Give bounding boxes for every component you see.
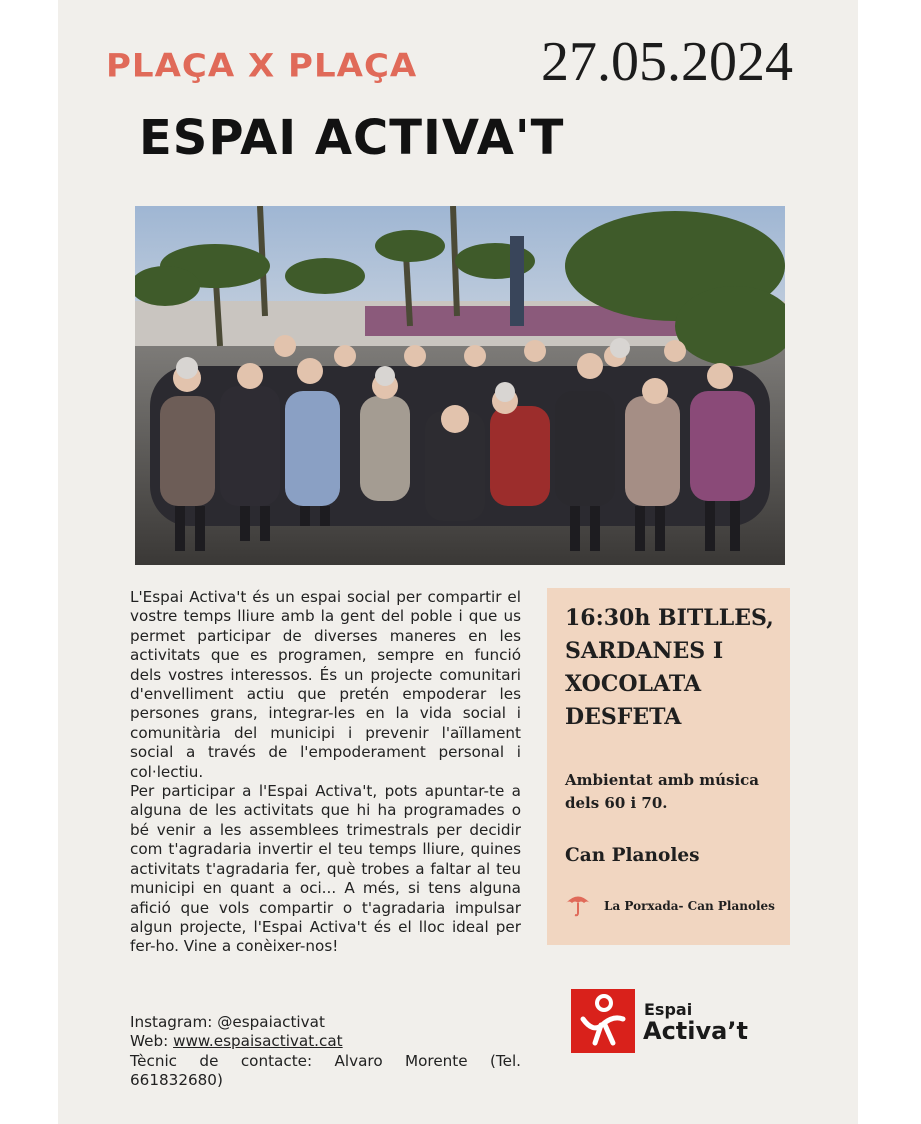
logo-mark: [571, 989, 635, 1053]
event-date: 27.05.2024: [541, 31, 793, 93]
event-title: 16:30h BITLLES, SARDANES I XOCOLATA DESFETA: [565, 605, 774, 730]
event-place: Can Planoles: [565, 845, 700, 866]
kicker-heading: PLAÇA X PLAÇA: [106, 47, 418, 85]
description-text: [130, 588, 521, 957]
event-sub-place: La Porxada- Can Planoles: [604, 899, 775, 913]
website-link[interactable]: www.espaisactivat.cat: [173, 1032, 343, 1051]
espai-activat-logo: [571, 989, 771, 1053]
logo-word-espai: Espai: [644, 1000, 693, 1019]
page-title: ESPAI ACTIVA'T: [139, 110, 565, 166]
group-photo: [135, 206, 785, 565]
instagram-handle: Instagram: @espaiactivat: [130, 1013, 325, 1031]
description-paragraph-1: L'Espai Activa't és un espai social per compartir el vostre temps lliure amb la gent del poble i que us permet participar de diverses maneres en les activitats que es programen, sempre en funció dels vostres interessos. És un projecte comunitari d'envelliment actiu que pretén empoderar les persones grans, integrar-les en la vida social i comunitària del municipi i prevenir l'aïllament social a través de l'empoderament personal i col·lectiu.: [130, 588, 521, 781]
description-paragraph-2: Per participar a l'Espai Activa't, pots apuntar-te a alguna de les activitats que hi ha programades o bé venir a les assemblees trimestrals per decidir com t'agradaria invertir el teu temps lliure, quines activitats t'agradaria fer, què trobes a faltar al teu municipi en quant a oci... A més, si tens alguna afició que vols compartir o t'agradaria impulsar algun projecte, l'Espai Activa't és el lloc ideal per fer-ho. Vine a conèixer-nos!: [130, 782, 521, 956]
event-box: [547, 588, 790, 945]
logo-word-activat: Activa’t: [643, 1017, 748, 1045]
web-line: [130, 1032, 521, 1051]
web-prefix: Web:: [130, 1032, 174, 1051]
umbrella-icon: [564, 892, 592, 918]
contact-info: [130, 1013, 521, 1091]
contact-technician: Tècnic de contacte: Alvaro Morente (Tel. 661832680): [130, 1051, 521, 1090]
event-music-note: Ambientat amb música dels 60 i 70.: [565, 771, 760, 812]
